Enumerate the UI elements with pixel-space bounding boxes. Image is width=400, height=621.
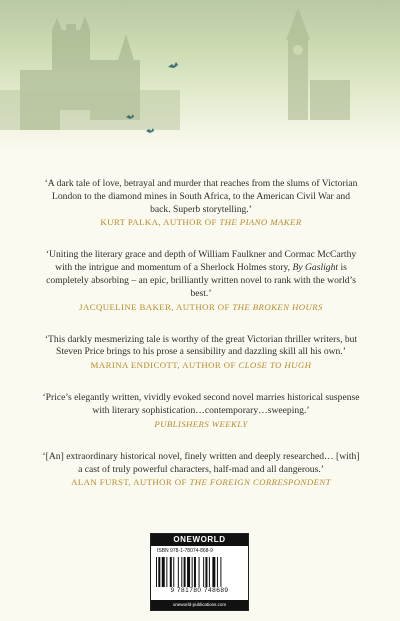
london-skyline-illustration xyxy=(0,0,400,150)
barcode-icon xyxy=(156,557,242,587)
barcode-number: 9 781780 748689 xyxy=(170,587,229,594)
quote-text: ‘Price’s elegantly written, vividly evoked second novel marries historical suspense with literary sophistication…contemporary…sweeping.’ xyxy=(42,392,360,416)
barcode-label xyxy=(150,533,249,611)
review-quote-3 xyxy=(42,334,360,371)
quote-text: ‘This darkly mesmerizing tale is worthy of the great Victorian thriller writers, but Steven Price brings to his prose a sensibility and dazzling skill all his own.’ xyxy=(44,333,358,358)
quote-text: ‘A dark tale of love, betrayal and murder that reaches from the slums of Victorian London to the diamond mines in South Africa, to the American Civil War and back. Superb storytelling.’ xyxy=(44,178,358,215)
quote-attribution: KURT PALKA, AUTHOR OF THE PIANO MAKER xyxy=(100,217,302,228)
quote-attribution: ALAN FURST, AUTHOR OF THE FOREIGN CORRESPONDENT xyxy=(71,477,331,488)
review-quotes xyxy=(42,178,360,509)
review-quote-1 xyxy=(42,178,360,227)
isbn-text: ISBN 978-1-78074-868-9 xyxy=(157,548,213,554)
quote-attribution: PUBLISHERS WEEKLY xyxy=(154,418,248,429)
publisher-name: ONEWORLD xyxy=(151,534,248,546)
publisher-url: oneworld-publications.com xyxy=(151,600,248,610)
quote-text: ‘Uniting the literary grace and depth of William Faulkner and Cormac McCarthy with the intrigue and momentum of a Sherlock Holmes story, By Gaslight is completely absorbing – an epic, brilliantly written novel to rank with the world’s best.’ xyxy=(45,249,357,299)
review-quote-5 xyxy=(42,451,360,488)
quote-text: ‘[An] extraordinary historical novel, finely written and deeply researched… [with] a cast of truly powerful characters, half-mad and all dangerous.’ xyxy=(42,450,360,475)
quote-attribution: JACQUELINE BAKER, AUTHOR OF THE BROKEN HOURS xyxy=(79,301,323,312)
review-quote-2 xyxy=(42,249,360,311)
quote-attribution: MARINA ENDICOTT, AUTHOR OF CLOSE TO HUGH xyxy=(90,360,312,371)
review-quote-4 xyxy=(42,392,360,429)
